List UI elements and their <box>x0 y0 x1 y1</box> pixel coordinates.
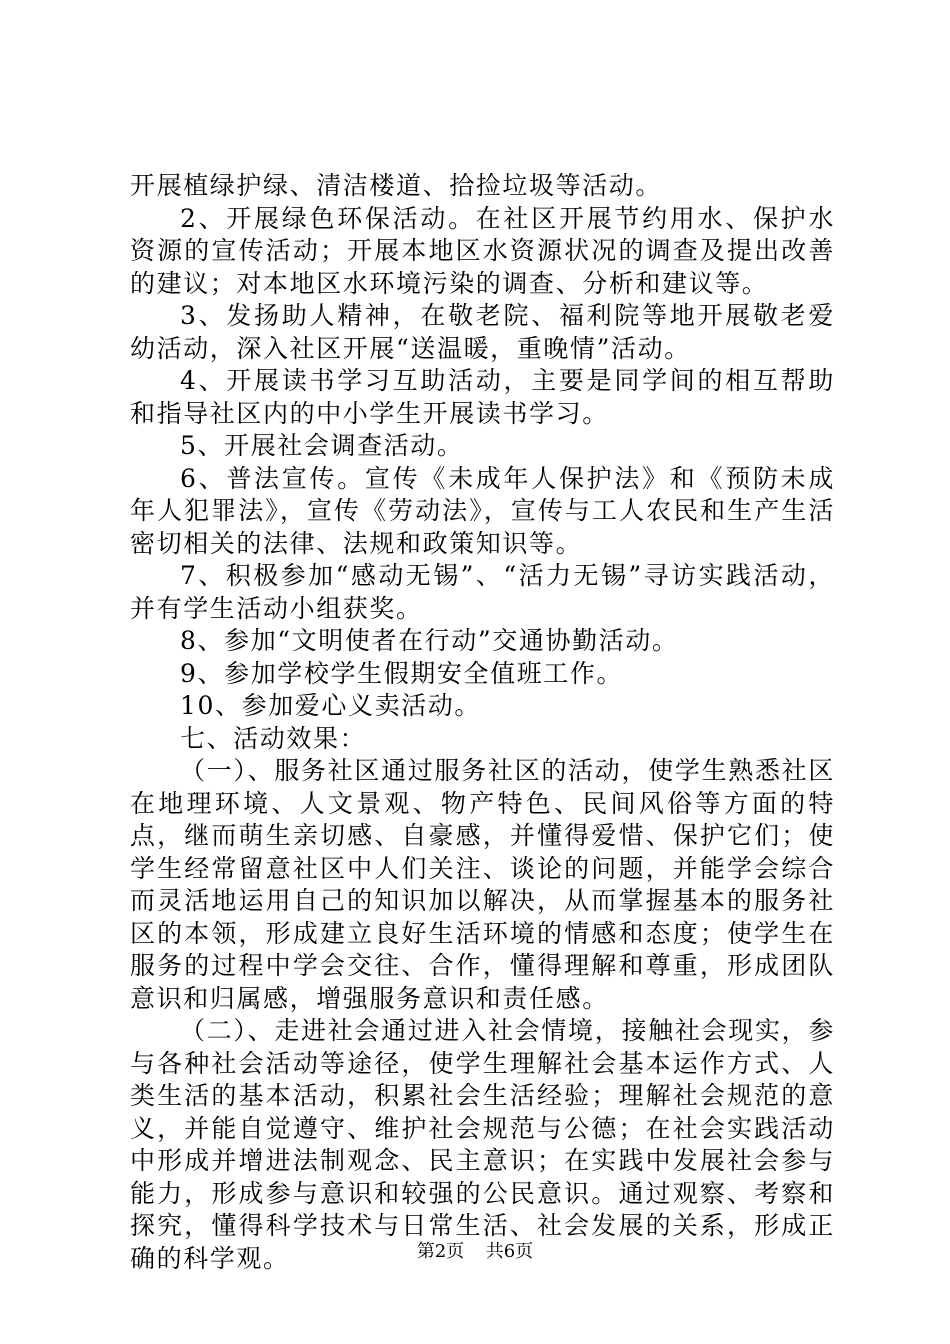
paragraph-item-4: 4、开展读书学习互助活动，主要是同学间的相互帮助和指导社区内的中小学生开展读书学习。 <box>130 366 835 428</box>
paragraph-continuation: 开展植绿护绿、清洁楼道、拾捡垃圾等活动。 <box>130 171 663 200</box>
paragraph-item-8: 8、参加“文明使者在行动”交通协勤活动。 <box>180 626 679 655</box>
paragraph-item-5: 5、开展社会调查活动。 <box>180 431 464 460</box>
paragraph-item-9: 9、参加学校学生假期安全值班工作。 <box>180 658 624 688</box>
paragraph-effect-1: （一）、服务社区通过服务社区的活动，使学生熟悉社区在地理环境、人文景观、物产特色、民间风俗等方面的特点，继而萌生亲切感、自豪感，并懂得爱惜、保护它们；使学生经常留意社区中人们关注、谈论的问题，并能学会综合而灵活地运用自己的知识加以解决，从而掌握基本的服务社区的本领，形成建立良好生活环境的情感和态度；使学生在服务的过程中学会交往、合作，懂得理解和尊重，形成团队意识和归属感，增强服务意识和责任感。 <box>130 756 835 1013</box>
paragraph-item-6: 6、普法宣传。宣传《未成年人保护法》和《预防未成年人犯罪法》，宣传《劳动法》，宣传与工人农民和生产生活密切相关的法律、法规和政策知识等。 <box>130 463 835 558</box>
paragraph-item-10: 10、参加爱心义卖活动。 <box>180 691 482 720</box>
paragraph-item-3: 3、发扬助人精神，在敬老院、福利院等地开展敬老爱幼活动，深入社区开展“送温暖，重晚情”活动。 <box>130 301 835 363</box>
paragraph-effect-2: （二）、走进社会通过进入社会情境，接触社会现实，参与各种社会活动等途径，使学生理解社会基本运作方式、人类生活的基本活动，积累社会生活经验；理解社会规范的意义，并能自觉遵守、维护社会规范与公德；在社会实践活动中形成并增进法制观念、民主意识；在实践中发展社会参与能力，形成参与意识和较强的公民意识。通过观察、考察和探究，懂得科学技术与日常生活、社会发展的关系，形成正确的科学观。 <box>130 1016 835 1273</box>
page-number: 第2页 <box>416 1241 465 1262</box>
page-footer <box>0 1240 950 1264</box>
page-total: 共6页 <box>485 1241 534 1262</box>
document-body <box>130 170 835 1275</box>
paragraph-item-2: 2、开展绿色环保活动。在社区开展节约用水、保护水资源的宣传活动；开展本地区水资源状况的调查及提出改善的建议；对本地区水环境污染的调查、分析和建议等。 <box>130 203 835 298</box>
section-heading-activity-effects: 七、活动效果： <box>180 723 367 753</box>
paragraph-item-7: 7、积极参加“感动无锡”、“活力无锡”寻访实践活动，并有学生活动小组获奖。 <box>130 561 835 623</box>
